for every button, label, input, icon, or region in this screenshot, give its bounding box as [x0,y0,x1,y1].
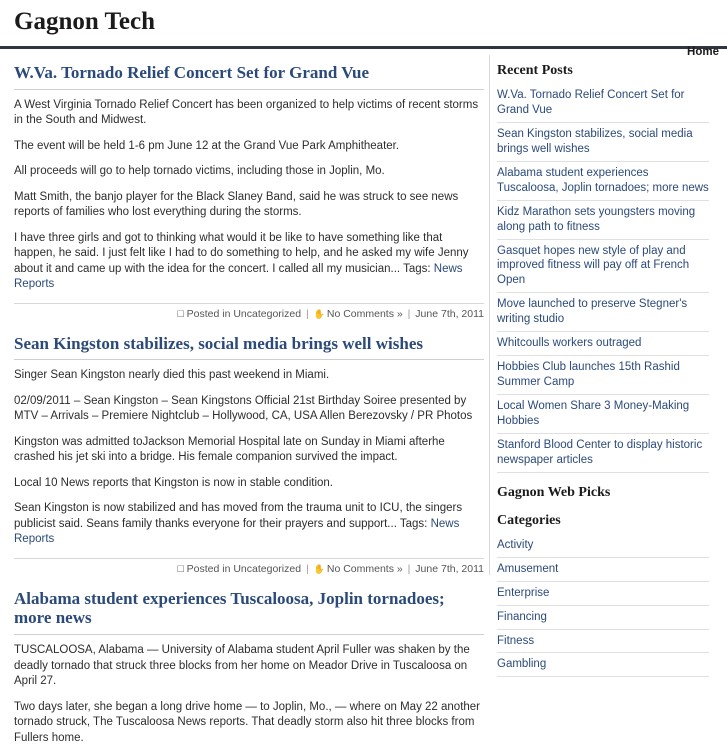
post-title[interactable]: W.Va. Tornado Relief Concert Set for Grand Vue [14,63,369,82]
content-wrapper [0,49,727,744]
meta-separator: | [305,307,309,320]
widget-title: Recent Posts [497,63,573,78]
list-item [497,534,709,558]
site-title: Gagnon Tech [14,8,156,35]
comment-icon: ✋ [313,563,325,574]
list-item [497,606,709,630]
post-date: June 7th, 2011 [415,307,484,320]
post-title[interactable]: Sean Kingston stabilizes, social media brings well wishes [14,333,423,353]
list-item [497,558,709,582]
post-category-link[interactable]: Uncategorized [233,307,302,320]
recent-post-link[interactable]: Sean Kingston stabilizes, social media brings well wishes [497,127,693,155]
list-item [497,84,709,123]
post-article [14,589,484,746]
post-meta [14,303,484,320]
widget-title: Categories [497,512,561,528]
post-paragraph-with-tags [14,231,484,293]
post-paragraph: Two days later, she began a long drive home — to Joplin, Mo., — where on May 22 another tornado struck, The Tuscaloosa News reports. That deadly storm also hit three blocks from Fullers home. [14,700,481,744]
post-category-link[interactable]: Uncategorized [233,562,302,575]
post-excerpt-text: Sean Kingston is now stabilized and has moved from the trauma unit to ICU, the singers publicist said. Seans family thanks everyone for their prayers and support... Tags: [14,502,463,530]
category-link[interactable]: Amusement [497,562,559,575]
meta-separator: | [407,562,411,575]
recent-post-link[interactable]: Gasquet hopes new style of play and improved fitness will pay off at French Open [497,244,690,287]
recent-post-link[interactable]: Hobbies Club launches 15th Rashid Summer Camp [497,361,680,389]
meta-separator: | [305,562,309,575]
post-body [14,368,484,548]
category-link[interactable]: Activity [497,538,534,551]
post-paragraph: TUSCALOOSA, Alabama — University of Alabama student April Fuller was shaken by the deadly tornado that struck three blocks from her home on Meador Drive in Tuscaloosa on April 27. [14,643,470,688]
post-comments-link[interactable]: No Comments » [326,307,403,320]
post-title[interactable]: Alabama student experiences Tuscaloosa, Joplin tornadoes; more news [14,588,445,628]
list-item [497,356,709,395]
title-divider [14,359,484,360]
post-paragraph: The event will be held 1-6 pm June 12 at the Grand Vue Park Amphitheater. [14,139,400,152]
posted-in-label: Posted in [186,307,231,320]
comment-icon: ✋ [313,308,325,319]
list-item [497,434,709,473]
post-paragraph: A West Virginia Tornado Relief Concert has been organized to help victims of recent storms in the South and Midwest. [14,98,479,127]
post-article [14,63,484,320]
post-paragraph: All proceeds will go to help tornado victims, including those in Joplin, Mo. [14,165,385,178]
recent-post-link[interactable]: Move launched to preserve Stegner's writing studio [497,298,688,326]
list-item [497,395,709,434]
post-body [14,98,484,293]
recent-post-link[interactable]: Stanford Blood Center to display historic newspaper articles [497,438,703,466]
post-paragraph: Kingston was admitted toJackson Memorial Hospital late on Sunday in Miami afterhe crashed his jet ski into a bridge. His female companion survived the impact. [14,435,445,464]
widget-web-picks [497,485,709,501]
list-item [497,123,709,162]
tag-link[interactable]: News Reports [14,262,463,291]
list-item [497,240,709,294]
list-item [497,653,709,677]
list-item [497,293,709,332]
list-item [497,582,709,606]
site-header [0,0,727,49]
folder-icon: ☐ [176,563,185,574]
sidebar [497,63,709,689]
post-paragraph: 02/09/2011 – Sean Kingston – Sean Kingstons Official 21st Birthday Soiree presented by MTV – Arrivals – Premiere Nightclub – Hollywood, CA, USA Allen Berezovsky / PR Photos [14,394,473,423]
widget-title: Gagnon Web Picks [497,484,611,500]
post-paragraph: Local 10 News reports that Kingston is now in stable condition. [14,476,333,489]
post-date: June 7th, 2011 [415,562,484,575]
posted-in-label: Posted in [186,562,231,575]
tag-link[interactable]: News Reports [14,517,460,546]
list-item [497,332,709,356]
post-excerpt-text: I have three girls and got to thinking what would it be like to have something like that happen, he said. I just felt like I had to do something to help, and he asked my wife Jenny about it and came up with the idea for the concert. I called all my musician... Tags: [14,231,469,275]
nav-item-home[interactable]: Home [687,46,719,58]
post-paragraph: Singer Sean Kingston nearly died this past weekend in Miami. [14,369,330,382]
recent-post-link[interactable]: Alabama student experiences Tuscaloosa, Joplin tornadoes; more news [497,166,709,194]
post-article [14,334,484,575]
category-link[interactable]: Financing [497,610,547,623]
title-divider [14,89,484,90]
post-comments-link[interactable]: No Comments » [326,562,403,575]
folder-icon: ☐ [176,308,185,319]
widget-categories [497,513,709,678]
recent-post-link[interactable]: Local Women Share 3 Money-Making Hobbies [497,400,690,427]
list-item [497,630,709,654]
post-body [14,643,484,746]
meta-separator: | [407,307,411,320]
column-divider [489,55,490,575]
list-item [497,201,709,240]
post-paragraph: Matt Smith, the banjo player for the Black Slaney Band, said he was struck to see news reports of families who lost everything during the storms. [14,190,459,219]
list-item [497,162,709,201]
category-link[interactable]: Gambling [497,658,547,671]
main-content [14,63,484,756]
widget-recent-posts [497,63,709,473]
category-link[interactable]: Fitness [497,634,535,647]
recent-posts-list [497,84,709,473]
post-meta [14,558,484,575]
recent-post-link[interactable]: W.Va. Tornado Relief Concert Set for Grand Vue [497,89,685,116]
recent-post-link[interactable]: Kidz Marathon sets youngsters moving along path to fitness [497,205,696,233]
post-paragraph-with-tags [14,501,484,548]
category-link[interactable]: Enterprise [497,586,550,599]
title-divider [14,634,484,635]
recent-post-link[interactable]: Whitcoulls workers outraged [497,337,642,350]
categories-list [497,534,709,678]
